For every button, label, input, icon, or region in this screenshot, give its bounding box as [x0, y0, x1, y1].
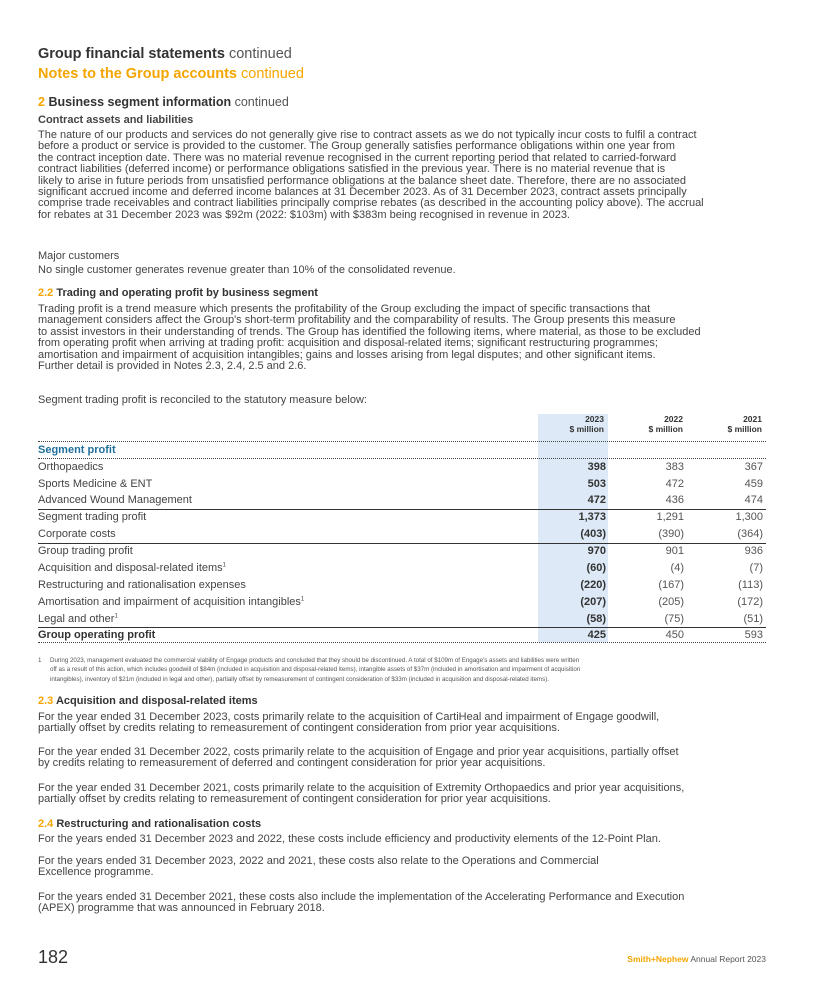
- section-2-2-heading: 2.2 Trading and operating profit by business segment: [38, 287, 318, 299]
- page-number: 182: [38, 947, 69, 967]
- acquisition-paragraph-2021: For the year ended 31 December 2021, costs primarily relate to the acquisition of Extremity Orthopaedics and prior year acquisitions, partially offset by credits relating to remeasurement of contingent consideration for prior year acquisitions.: [38, 782, 685, 806]
- table-row: Acquisition and disposal-related items$^1$ (60) (4) (7): [38, 562, 763, 574]
- table-row: Legal and other$^1$ (58) (75) (51): [38, 613, 763, 625]
- reconcile-text: Segment trading profit is reconciled to the statutory measure below:: [38, 394, 367, 406]
- section-2-3-heading: 2.3 Acquisition and disposal-related items: [38, 695, 258, 707]
- table-row: Amortisation and impairment of acquisition intangibles$^1$ (207) (205) (172): [38, 596, 763, 608]
- trading-profit-paragraph: Trading profit is a trend measure which presents the profitability of the Group excluding the impact of specific transactions that management considers affect the Group's short-term profitability and the comparability of results. The Group presents this measure to assist investors in their understanding of trends. The Group has identified the following items, where material, as those to be excluded from operating profit when arriving at trading profit: acquisition and disposal-related items; significant restructuring programmes; amortisation and impairment of acquisition intangibles; gains and losses arising from legal disputes; and other significant items. Further detail is provided in Notes 2.3, 2.4, 2.5 and 2.6.: [38, 303, 701, 373]
- column-header-2023: 2023 $ million: [569, 414, 604, 434]
- restructuring-paragraph-1: For the years ended 31 December 2023 and 2022, these costs include efficiency and productivity elements of the 12-Point Plan.: [38, 833, 661, 845]
- section-2-heading: 2 Business segment information continued: [38, 95, 289, 109]
- major-customers-text: No single customer generates revenue greater than 10% of the consolidated revenue.: [38, 264, 456, 276]
- table-row: Sports Medicine & ENT 503 472 459: [38, 478, 763, 490]
- table-footnote: 1 During 2023, management evaluated the commercial viability of Engage products and concluded that they should be discontinued. A total of $109m of Engage's assets and liabilities were written off as a result of this action, which includes goodwill of $84m (included in acquisition and disposal-related items), intangible assets of $37m (included in amortisation and impairment of acquisition intangibles), inventory of $21m (included in legal and other), partially offset by remeasurement of contingent consideration of $33m (included in acquisition and disposal-related items).: [38, 657, 581, 683]
- notes-title: Notes to the Group accounts continued: [38, 66, 304, 82]
- contract-heading: Contract assets and liabilities: [38, 114, 194, 126]
- table-row: Orthopaedics 398 383 367: [38, 461, 763, 473]
- restructuring-paragraph-3: For the years ended 31 December 2021, these costs also include the implementation of the Accelerating Performance and Execution (APEX) programme that was announced in February 2018.: [38, 891, 685, 915]
- total-row: Group operating profit 425 450 593: [38, 629, 763, 641]
- column-header-2021: 2021 $ million: [727, 414, 762, 434]
- table-row: Group trading profit 970 901 936: [38, 545, 763, 557]
- contract-paragraph: The nature of our products and services do not generally give rise to contract assets as we do not typically incur costs to fulfil a contract before a product or service is provided to the customer. The Group generally satisfies performance obligations within one year from the contract inception date. There was no material revenue recognised in the current reporting period that related to carried-forward contract liabilities (deferred income) or performance obligations satisfied in the previous year. There is no material revenue that is likely to arise in future periods from unsatisfied performance obligations at the balance sheet date. Therefore, there are no associated significant accrued income and deferred income balances at 31 December 2023. As of 31 December 2023, contract assets principally comprise trade receivables and contract liabilities principally comprise rebates (as described in the accounting policy above). The accrual for rebates at 31 December 2023 was $92m (2022: $103m) with $383m being recognised in revenue in 2023.: [38, 129, 704, 221]
- table-row: Corporate costs (403) (390) (364): [38, 528, 763, 540]
- table-row: Advanced Wound Management 472 436 474: [38, 494, 763, 506]
- acquisition-paragraph-2023: For the year ended 31 December 2023, costs primarily relate to the acquisition of CartiHeal and impairment of Engage goodwill, partially offset by credits relating to remeasurement of contingent consideration from prior year acquisitions.: [38, 711, 660, 735]
- segment-profit-heading-row: Segment profit: [38, 444, 116, 456]
- report-brand: Smith+Nephew Annual Report 2023: [627, 954, 766, 964]
- column-header-2022: 2022 $ million: [648, 414, 683, 434]
- table-bottom-rule: [38, 642, 766, 643]
- section-2-4-heading: 2.4 Restructuring and rationalisation costs: [38, 818, 262, 830]
- major-customers-heading: Major customers: [38, 250, 120, 262]
- table-row: Segment trading profit 1,373 1,291 1,300: [38, 511, 763, 523]
- table-row: Restructuring and rationalisation expenses (220) (167) (113): [38, 579, 763, 591]
- acquisition-paragraph-2022: For the year ended 31 December 2022, costs primarily relate to the acquisition of Engage and prior year acquisitions, partially offset by credits relating to remeasurement of deferred and contingent consideration for prior year acquisitions.: [38, 746, 679, 770]
- report-section-title: Group financial statements continued: [38, 46, 292, 62]
- restructuring-paragraph-2: For the years ended 31 December 2023, 2022 and 2021, these costs also relate to the Operations and Commercial Excellence programme.: [38, 855, 599, 879]
